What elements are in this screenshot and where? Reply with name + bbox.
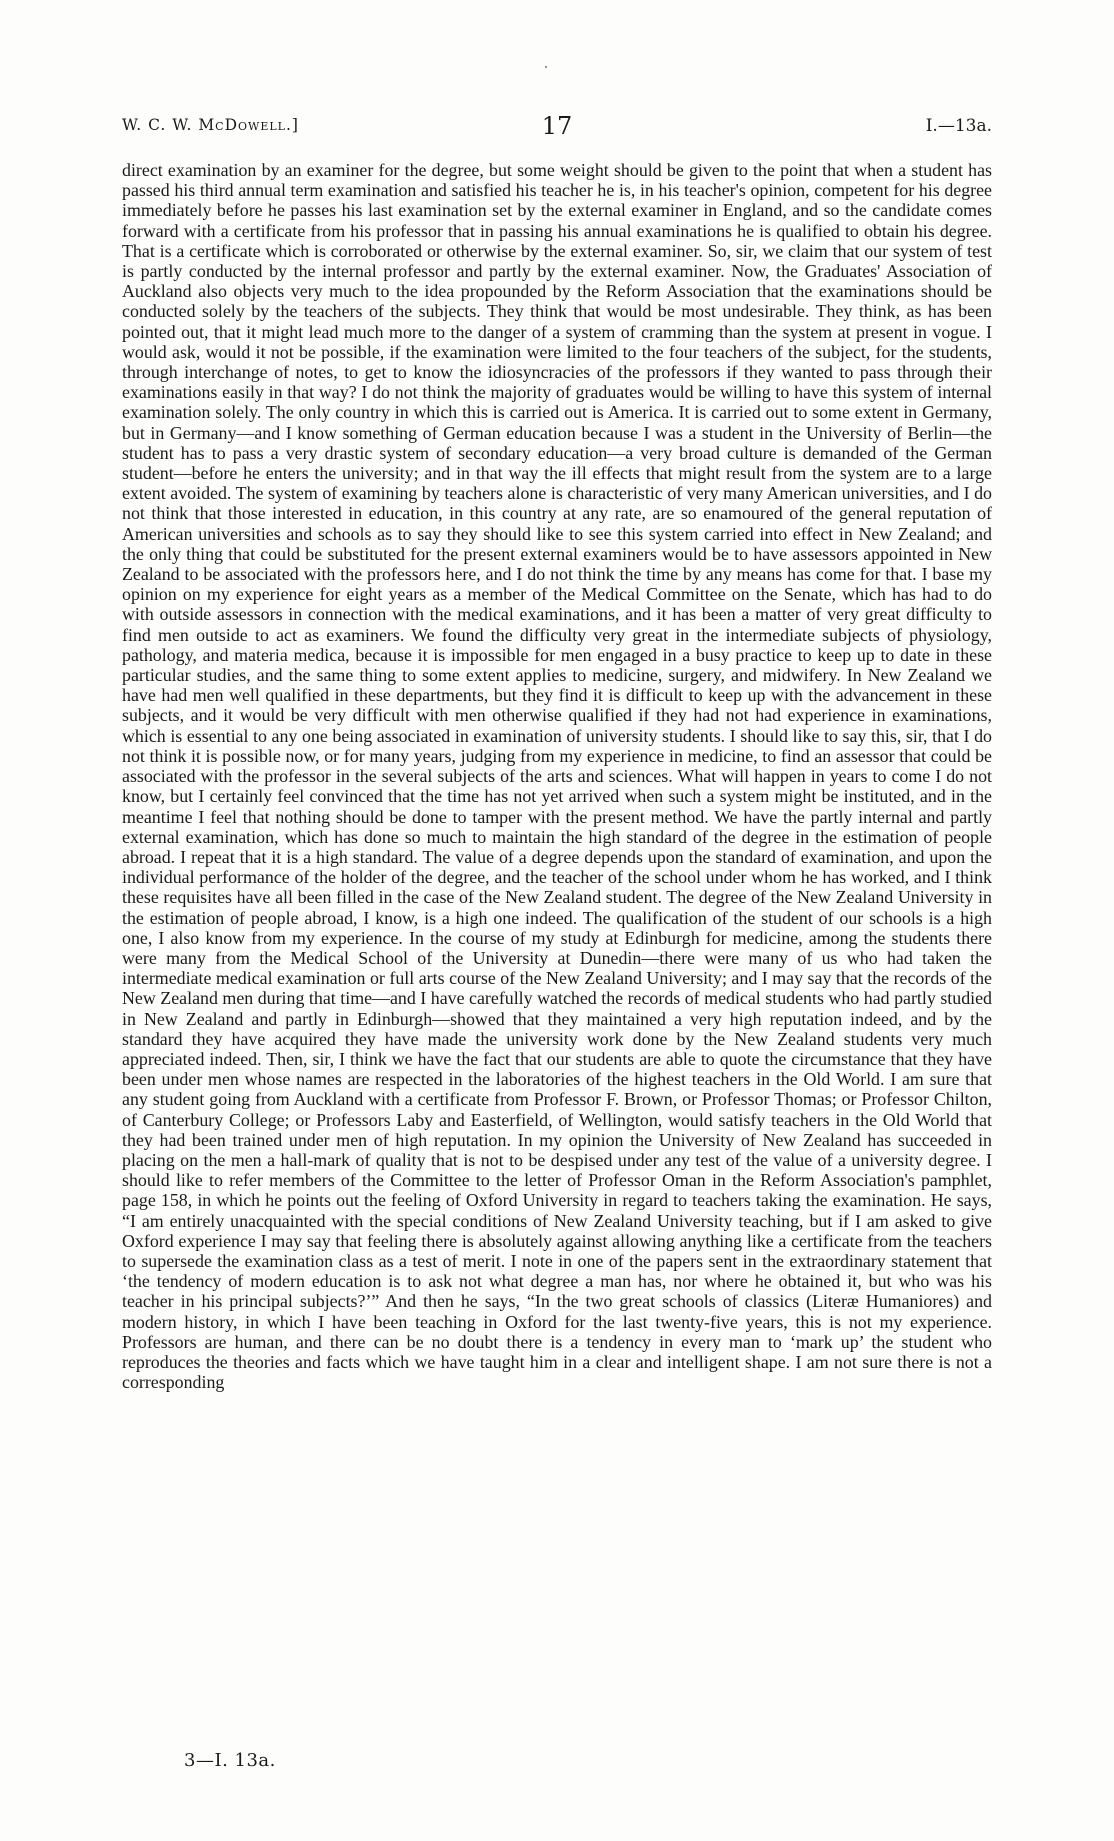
page-number: 17 (541, 112, 573, 140)
page-header (122, 112, 992, 142)
footer-signature-mark: 3—I. 13a. (184, 1750, 276, 1771)
header-author: W. C. W. McDowell.] (122, 116, 299, 134)
header-document-ref: I.—13a. (925, 116, 992, 136)
scan-speck (545, 66, 547, 68)
body-paragraph: direct examination by an examiner for the degree, but some weight should be given to the point that when a student has passed his third annual term examination and satisfied his teacher he is, in his teacher's opinion, competent for his degree immediately before he passes his last examination set by the external examiner in England, and so the candidate comes forward with a certificate from his professor that in passing his annual examinations he is qualified to obtain his degree. That is a certificate which is corroborated or otherwise by the external examiner. So, sir, we claim that our system of test is partly conducted by the internal professor and partly by the external examiner. Now, the Graduates' Association of Auckland also objects very much to the idea propounded by the Reform Association that the examinations should be conducted solely by the teachers of the subjects. They think that would be most undesirable. They think, as has been pointed out, that it might lead much more to the danger of a system of cramming than the system at present in vogue. I would ask, would it not be possible, if the examination were limited to the four teachers of the subject, for the students, through interchange of notes, to get to know the idiosyncracies of the professors if they wanted to pass through their examinations easily in that way? I do not think the majority of graduates would be willing to have this system of internal examination solely. The only country in which this is carried out is America. It is carried out to some extent in Germany, but in Germany—and I know something of German education because I was a student in the University of Berlin—the student has to pass a very drastic system of secondary education—a very broad culture is demanded of the German student—before he enters the university; and in that way the ill effects that might result from the system are to a large extent avoided. The system of examining by teachers alone is characteristic of very many American universities, and I do not think that those interested in education, in this country at any rate, are so enamoured of the general reputation of American universities and schools as to say they should like to see this system carried into effect in New Zealand; and the only thing that could be substituted for the present external examiners would be to have assessors appointed in New Zealand to be associated with the professors here, and I do not think the time by any means has come for that. I base my opinion on my experience for eight years as a member of the Medical Committee on the Senate, which has had to do with outside assessors in connection with the medical examinations, and it has been a matter of very great difficulty to find men outside to act as examiners. We found the difficulty very great in the intermediate subjects of physiology, pathology, and materia medica, because it is impossible for men engaged in a busy practice to keep up to date in these particular studies, and the same thing to some extent applies to medicine, surgery, and midwifery. In New Zealand we have had men well qualified in these departments, but they find it is difficult to keep up with the advancement in these subjects, and it would be very difficult with men otherwise qualified if they had not had experience in examinations, which is essential to any one being associated in examination of university students. I should like to say this, sir, that I do not think it is possible now, or for many years, judging from my experience in medicine, to find an assessor that could be associated with the professor in the several subjects of the arts and sciences. What will happen in years to come I do not know, but I certainly feel convinced that the time has not yet arrived when such a system might be instituted, and in the meantime I feel that nothing should be done to tamper with the present method. We have the partly internal and partly external examination, which has done so much to maintain the high standard of the degree in the estimation of people abroad. I repeat that it is a high standard. The value of a degree depends upon the standard of examination, and upon the individual performance of the holder of the degree, and the teacher of the school under whom he has worked, and I think these requisites have all been filled in the case of the New Zealand student. The degree of the New Zealand University in the estimation of people abroad, I know, is a high one indeed. The qualification of the student of our schools is a high one, I also know from my experience. In the course of my study at Edinburgh for medicine, among the students there were many from the Medical School of the University at Dunedin—there were many of us who had taken the intermediate medical examination or full arts course of the New Zealand University; and I may say that the records of the New Zealand men during that time—and I have carefully watched the records of medical students who had partly studied in New Zealand and partly in Edinburgh—showed that they maintained a very high reputation indeed, and by the standard they have acquired they have made the university work done by the New Zealand students very much appreciated indeed. Then, sir, I think we have the fact that our students are able to quote the circumstance that they have been under men whose names are respected in the laboratories of the highest teachers in the Old World. I am sure that any student going from Auckland with a certificate from Professor F. Brown, or Professor Thomas; or Professor Chilton, of Canterbury College; or Professors Laby and Easterfield, of Wellington, would satisfy teachers in the Old World that they had been trained under men of high reputation. In my opinion the University of New Zealand has succeeded in placing on the men a hall-mark of quality that is not to be despised under any test of the value of a university degree. I should like to refer members of the Committee to the letter of Professor Oman in the Reform Association's pamphlet, page 158, in which he points out the feeling of Oxford University in regard to teachers taking the examination. He says, “I am entirely unacquainted with the special conditions of New Zealand University teaching, but if I am asked to give Oxford experience I may say that feeling there is absolutely against allowing anything like a certificate from the teachers to supersede the examination class as a test of merit. I note in one of the papers sent in the extraordinary statement that ‘the tendency of modern education is to ask not what degree a man has, nor where he obtained it, but who was his teacher in his principal subjects?’” And then he says, “In the two great schools of classics (Literæ Humaniores) and modern history, in which I have been teaching in Oxford for the last twenty-five years, this is not my experience. Professors are human, and there can be no doubt there is a tendency in every man to ‘mark up’ the student who reproduces the theories and facts which we have taught him in a clear and intelligent shape. I am not sure there is not a corresponding (122, 160, 992, 1393)
